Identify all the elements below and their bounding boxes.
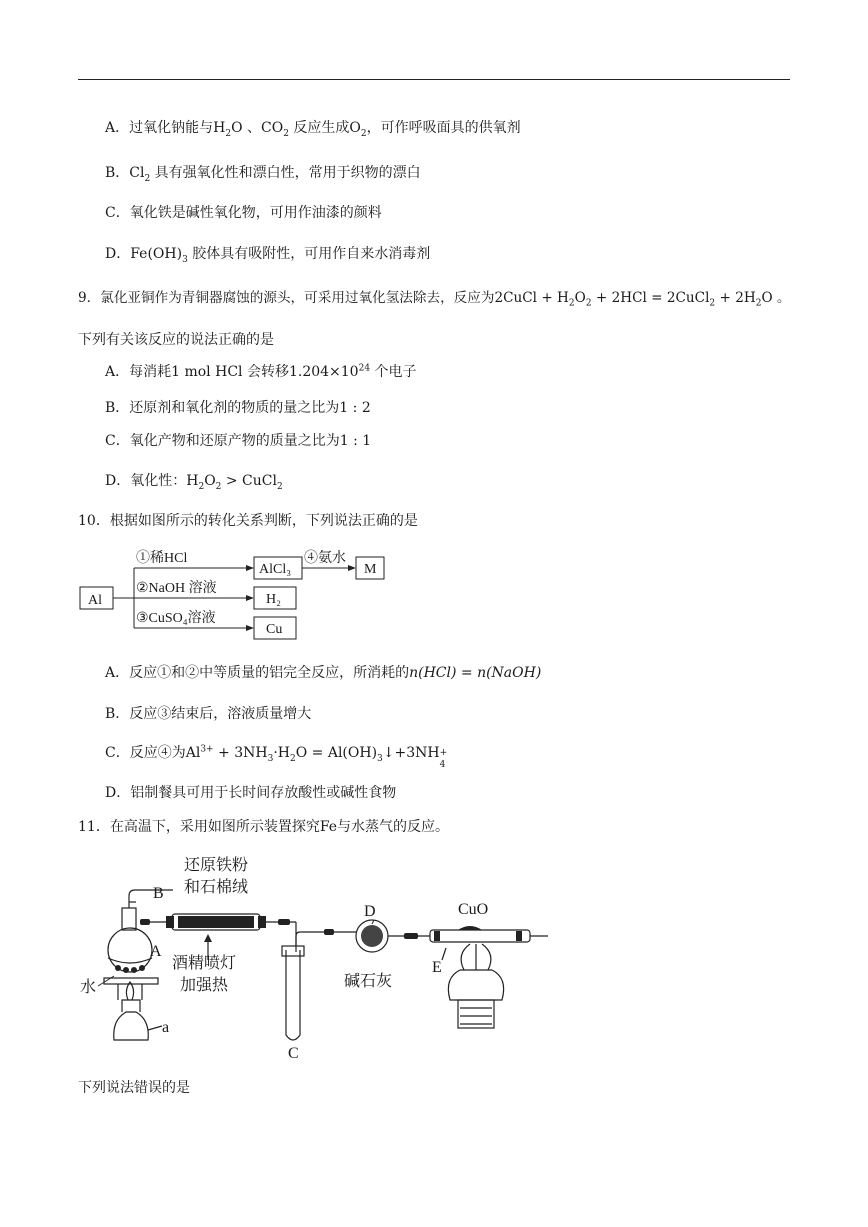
q11-apparatus-diagram — [78, 850, 558, 1065]
q10a-equation: n(HCl) = n(NaOH) — [409, 665, 542, 681]
label-m: M — [364, 562, 377, 577]
test-tube-c — [286, 950, 300, 1040]
soda-lime-fill — [361, 925, 383, 947]
q8a-co-sub: 2 — [283, 128, 289, 139]
arrow-1-icon — [246, 565, 254, 571]
q10-option-c[interactable] — [105, 743, 448, 770]
burner-e — [448, 970, 503, 1000]
q9a-text: 会转移 — [242, 364, 289, 380]
q9-option-c[interactable] — [105, 431, 371, 451]
label-alcl3: AlCl₃ — [259, 562, 292, 577]
q8a-h: H — [213, 120, 226, 136]
label-h2: H₂ — [266, 592, 281, 607]
q8a-o2-sub: 2 — [360, 128, 367, 139]
q8d-formula: Fe(OH) — [130, 246, 183, 262]
label-heat: 加强热 — [180, 977, 229, 994]
q8b-cl: Cl — [129, 165, 145, 181]
arrow-4-icon — [348, 565, 356, 571]
heat-arrow-icon — [204, 934, 212, 942]
label-water: 水 — [80, 979, 97, 996]
q8b-label: B． — [105, 165, 130, 181]
q9-option-d[interactable]: D．氧化性：$H_2O_2$ > CuCl$_2$ — [105, 473, 283, 492]
label-b: B — [153, 885, 164, 902]
q10-option-b[interactable]: B．反应③结束后，溶液质量增大 — [105, 706, 312, 722]
q10-conversion-diagram — [78, 540, 408, 645]
label-r1: ①稀HCl — [136, 551, 188, 566]
stopper-b-right — [258, 916, 266, 928]
q8a-co: CO — [261, 120, 284, 136]
q9b-text: B．还原剂和氧化剂的物质的量之比为 — [105, 400, 340, 416]
q9a-exponent: 24 — [358, 363, 371, 374]
q9-option-b[interactable] — [105, 398, 371, 418]
q9c-text: C．氧化产物和还原产物的质量之比为 — [105, 433, 340, 449]
q8b-text: 具有强氧化性和漂白性，常用于织物的漂白 — [150, 165, 421, 181]
q8d-label: D． — [105, 246, 131, 262]
label-e: E — [432, 959, 442, 976]
label-a-upper: A — [150, 943, 162, 960]
label-iron-powder: 还原铁粉 — [184, 857, 249, 874]
q9-stem-line2: 下列有关该反应的说法正确的是 — [78, 332, 274, 348]
label-d: D — [364, 903, 376, 920]
q8-option-d[interactable] — [105, 244, 430, 264]
q10-option-d[interactable]: D．铝制餐具可用于长时间存放酸性或碱性食物 — [105, 785, 397, 801]
iron-powder-fill — [178, 916, 254, 928]
flask-a — [108, 928, 152, 972]
label-r3: ③CuSO₄溶液 — [136, 611, 216, 626]
q8b-cl-sub: 2 — [144, 173, 151, 184]
q8a-o2: O — [349, 120, 361, 136]
q8a-h-sub: 2 — [225, 128, 232, 139]
label-c: C — [288, 1045, 299, 1062]
header-rule — [78, 79, 790, 80]
q10c-equation: $Al^{3+} + 3NH_3\cdot H_2O$ = $Al(OH)_3↓+3NH$ + 4 — [185, 744, 448, 770]
q8a-text-2: 反应生成 — [288, 120, 350, 136]
q8-option-a[interactable] — [105, 118, 521, 138]
q8a-sep: 、 — [242, 120, 262, 136]
q10-option-a[interactable] — [105, 663, 541, 683]
q8d-text: 胶体具有吸附性，可用作自来水消毒剂 — [187, 246, 431, 262]
q9a-label: A．每消耗 — [105, 364, 172, 380]
label-asbestos: 和石棉绒 — [184, 879, 249, 896]
label-r4: ④氨水 — [304, 551, 346, 566]
q9-stem-line1 — [78, 288, 791, 308]
q9-option-a[interactable] — [105, 362, 417, 382]
q9a-amount: 1 mol HCl — [171, 364, 243, 380]
stopper-b-left — [166, 916, 174, 928]
q9d-label: D．氧化性： — [105, 473, 187, 489]
q9a-text-2: 个电子 — [370, 364, 417, 380]
label-cu: Cu — [266, 622, 283, 637]
q9a-number: 1.204×10 — [288, 364, 359, 380]
q9-equation: 2CuCl + $H_2O_2 + 2HCl$ = 2CuCl$_2$ + $2H_2O$ 。 — [494, 290, 791, 309]
q9b-ratio: 1 : 2 — [339, 400, 371, 416]
arrow-3-icon — [246, 625, 254, 631]
q11-stem-2: 下列说法错误的是 — [78, 1080, 190, 1096]
q8a-text-3: ，可作呼吸面具的供氧剂 — [366, 120, 521, 136]
burner-a — [114, 1012, 149, 1040]
label-cuo: CuO — [458, 901, 489, 918]
q8-option-c[interactable]: C．氧化铁是碱性氧化物，可用作油漆的颜料 — [105, 205, 382, 221]
q10a-text: A．反应①和②中等质量的铝完全反应，所消耗的 — [105, 665, 410, 681]
q10-stem: 10．根据如图所示的转化关系判断，下列说法正确的是 — [78, 513, 418, 529]
q8a-o: O — [231, 120, 243, 136]
label-lamp: 酒精喷灯 — [172, 955, 237, 972]
tube-e — [430, 930, 530, 942]
label-al: Al — [88, 593, 102, 608]
cuo-fill — [458, 926, 482, 930]
arrow-2-icon — [246, 595, 254, 601]
q9-stem-text: 9．氯化亚铜作为青铜器腐蚀的源头，可采用过氧化氢法除去，反应为 — [78, 290, 495, 306]
q8a-text-1: A．过氧化钠能与 — [105, 120, 214, 136]
q8d-formula-sub: 3 — [182, 254, 188, 265]
q9c-ratio: 1 : 1 — [339, 433, 372, 449]
label-a-lower: a — [162, 1019, 170, 1036]
q10c-label: C．反应④为 — [105, 745, 186, 761]
q8-option-b[interactable] — [105, 163, 421, 183]
label-r2: ②NaOH 溶液 — [136, 581, 217, 596]
q11-stem: 11．在高温下，采用如图所示装置探究Fe与水蒸气的反应。 — [78, 819, 450, 835]
label-sodalime: 碱石灰 — [344, 973, 393, 990]
